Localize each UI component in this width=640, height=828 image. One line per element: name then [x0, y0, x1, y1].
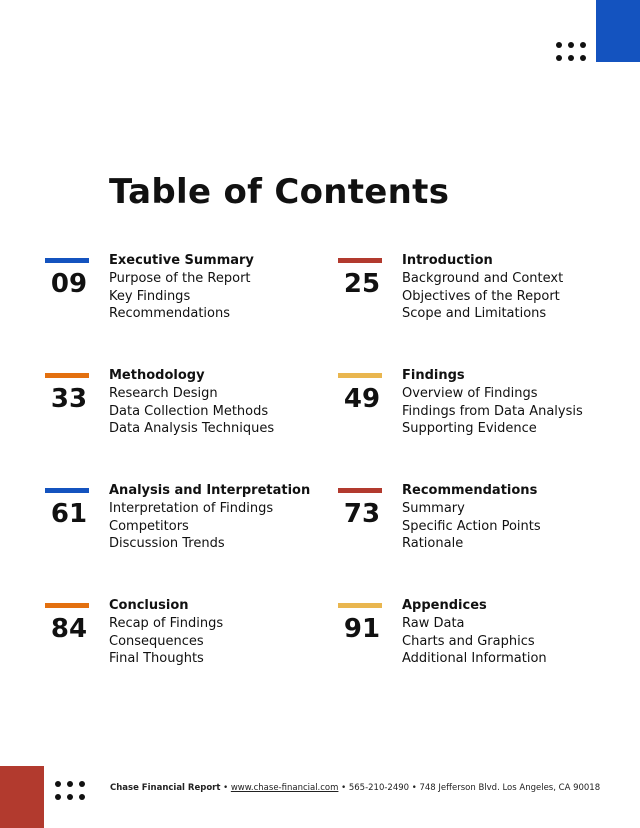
subsection-item[interactable]: Discussion Trends [109, 536, 225, 551]
subsection-item[interactable]: Specific Action Points [402, 518, 541, 534]
subsection-item[interactable]: Purpose of the Report [109, 271, 251, 286]
subsection-item[interactable]: Summary [402, 501, 465, 516]
footer-separator: • [223, 783, 229, 793]
subsection-item[interactable]: Interpretation of Findings [109, 501, 274, 516]
subsection-item[interactable]: Final Thoughts [109, 651, 204, 666]
subsection-item[interactable]: Supporting Evidence [402, 421, 537, 436]
subsection-item[interactable]: Recommendations [109, 306, 231, 321]
color-bar [45, 373, 89, 378]
subsection-item[interactable]: Consequences [109, 633, 204, 649]
subsection-item[interactable]: Rationale [402, 536, 464, 551]
subsection-item[interactable]: Findings from Data Analysis [402, 403, 583, 419]
footer [110, 783, 600, 793]
color-bar [338, 603, 382, 608]
subsection-list [402, 385, 583, 438]
page-number: 33 [50, 384, 88, 414]
corner-decoration-red [0, 766, 44, 828]
color-bar [338, 488, 382, 493]
page-number: 09 [50, 269, 88, 299]
footer-company: Chase Financial Report [110, 783, 221, 793]
page-number: 84 [50, 614, 88, 644]
subsection-item[interactable]: Data Collection Methods [109, 403, 269, 419]
subsection-item[interactable]: Key Findings [109, 288, 191, 304]
section-heading[interactable]: Introduction [402, 253, 493, 268]
color-bar [338, 373, 382, 378]
subsection-item[interactable]: Recap of Findings [109, 616, 224, 631]
footer-website-link[interactable]: www.chase-financial.com [230, 783, 339, 793]
toc-entry[interactable] [45, 252, 325, 352]
subsection-list [402, 615, 547, 668]
footer-phone: 565-210-2490 [348, 783, 410, 793]
section-heading[interactable]: Recommendations [402, 483, 538, 498]
subsection-item[interactable]: Overview of Findings [402, 386, 538, 401]
toc-entry[interactable] [45, 367, 325, 467]
corner-decoration-blue [596, 0, 640, 62]
page-number: 91 [343, 614, 381, 644]
section-heading[interactable]: Appendices [402, 598, 487, 613]
subsection-item[interactable]: Charts and Graphics [402, 633, 535, 649]
page-number: 49 [343, 384, 381, 414]
subsection-list [109, 270, 251, 323]
toc-entry[interactable] [338, 367, 618, 467]
subsection-item[interactable]: Research Design [109, 386, 218, 401]
subsection-item[interactable]: Background and Context [402, 271, 564, 286]
footer-separator: • [341, 783, 347, 793]
subsection-item[interactable]: Raw Data [402, 616, 465, 631]
subsection-item[interactable]: Additional Information [402, 651, 547, 666]
toc-entry[interactable] [45, 482, 325, 582]
subsection-list [402, 270, 563, 323]
page-number: 25 [343, 269, 381, 299]
page-number: 73 [343, 499, 381, 529]
subsection-item[interactable]: Scope and Limitations [402, 306, 547, 321]
section-heading[interactable]: Conclusion [109, 598, 189, 613]
color-bar [45, 258, 89, 263]
color-bar [45, 488, 89, 493]
subsection-list [109, 385, 274, 438]
page-title: Table of Contents [109, 172, 450, 212]
section-heading[interactable]: Analysis and Interpretation [109, 483, 311, 498]
section-heading[interactable]: Executive Summary [109, 253, 254, 268]
six-dot-grid-icon [55, 781, 89, 805]
toc-entry[interactable] [338, 482, 618, 582]
section-heading[interactable]: Methodology [109, 368, 205, 383]
toc-entry[interactable] [338, 252, 618, 352]
subsection-list [109, 500, 273, 553]
color-bar [338, 258, 382, 263]
subsection-list [109, 615, 223, 668]
toc-entry[interactable] [45, 597, 325, 697]
six-dot-grid-icon [556, 42, 590, 66]
footer-address: 748 Jefferson Blvd. Los Angeles, CA 90018 [419, 783, 601, 793]
section-heading[interactable]: Findings [402, 368, 465, 383]
subsection-item[interactable]: Competitors [109, 518, 189, 534]
toc-entry[interactable] [338, 597, 618, 697]
color-bar [45, 603, 89, 608]
page-number: 61 [50, 499, 88, 529]
subsection-item[interactable]: Data Analysis Techniques [109, 421, 275, 436]
subsection-item[interactable]: Objectives of the Report [402, 288, 560, 304]
footer-separator: • [411, 783, 417, 793]
subsection-list [402, 500, 541, 553]
